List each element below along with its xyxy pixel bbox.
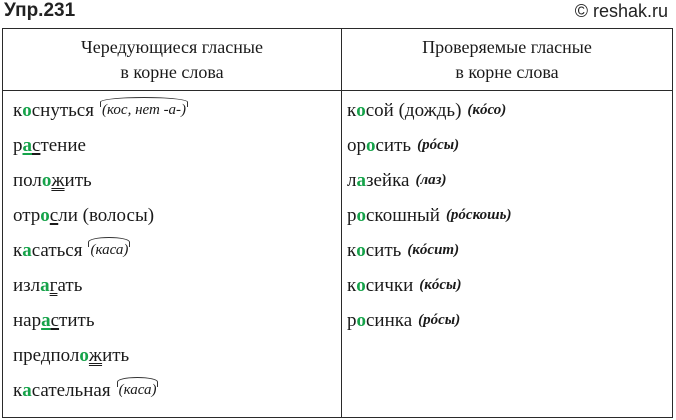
left-word xyxy=(13,100,94,122)
right-word xyxy=(347,205,440,227)
word-part: р xyxy=(347,204,357,226)
left-word-row xyxy=(13,128,338,163)
vowels-table xyxy=(2,28,673,418)
word-part: сательная xyxy=(31,379,111,401)
word-part: о xyxy=(22,99,32,121)
left-word xyxy=(13,345,129,367)
word-part: а xyxy=(40,274,50,296)
left-word-row xyxy=(13,233,338,268)
left-word-row xyxy=(13,303,338,338)
left-word-row xyxy=(13,268,338,303)
word-part: а xyxy=(41,309,51,331)
word-part: к xyxy=(347,239,357,261)
source-copyright: © reshak.ru xyxy=(574,1,668,21)
word-part: ор xyxy=(347,134,366,156)
word-part: о xyxy=(356,274,366,296)
right-word-row xyxy=(347,198,667,233)
word-part: тить xyxy=(59,309,95,331)
left-word-row xyxy=(13,198,338,233)
left-word-row xyxy=(13,93,338,128)
right-word xyxy=(347,240,401,262)
word-part: снуться xyxy=(31,99,94,121)
left-word xyxy=(13,380,111,402)
root-arc-note: (каса) xyxy=(118,382,157,398)
left-header-line-1: Чередующиеся гласные xyxy=(81,37,263,57)
right-column-header xyxy=(342,29,672,91)
word-part: к xyxy=(13,99,23,121)
left-word-row xyxy=(13,338,338,373)
right-word-row xyxy=(347,233,667,268)
word-part: ить xyxy=(64,169,92,191)
word-part: к xyxy=(347,99,357,121)
word-part: о xyxy=(366,134,376,156)
right-word-check-note: (рóсы) xyxy=(417,137,460,153)
right-word xyxy=(347,275,413,297)
word-part: сить xyxy=(375,134,412,156)
left-column-header xyxy=(3,29,341,91)
word-part: сой (дождь) xyxy=(365,99,462,121)
right-word-check-note: (лаз) xyxy=(415,172,447,188)
word-part: о xyxy=(356,99,366,121)
right-word-check-note: (рóсы) xyxy=(418,312,461,328)
right-word-row xyxy=(347,268,667,303)
left-word xyxy=(13,205,154,227)
word-part: с xyxy=(49,204,59,226)
right-word-row xyxy=(347,93,667,128)
right-word xyxy=(347,100,461,122)
word-part: к xyxy=(13,379,23,401)
right-word-check-note: (кóсит) xyxy=(407,242,460,258)
left-word xyxy=(13,310,95,332)
left-word xyxy=(13,240,82,262)
word-part: а xyxy=(22,134,32,156)
right-word xyxy=(347,310,412,332)
word-part: к xyxy=(347,274,357,296)
word-part: ить xyxy=(102,344,130,366)
word-part: сички xyxy=(365,274,414,296)
left-word xyxy=(13,275,82,297)
word-part: предпол xyxy=(13,344,80,366)
word-part: с xyxy=(50,309,60,331)
right-header-line-2: в корне слова xyxy=(455,62,559,82)
word-part: скошный xyxy=(366,204,440,226)
word-part: о xyxy=(356,204,366,226)
word-part: нар xyxy=(13,309,42,331)
right-header-line-1: Проверяемые гласные xyxy=(422,37,592,57)
word-part: тение xyxy=(40,134,86,156)
right-word-check-note: (кóсы) xyxy=(419,277,462,293)
word-part: о xyxy=(41,169,52,191)
left-word-check-note xyxy=(88,242,130,259)
word-part: синка xyxy=(366,309,413,331)
alternating-vowels-list xyxy=(13,93,338,408)
right-word-row xyxy=(347,163,667,198)
right-word-check-note: (рóскошь) xyxy=(445,207,512,223)
word-part: отр xyxy=(13,204,41,226)
right-word-row xyxy=(347,128,667,163)
right-word xyxy=(347,170,409,192)
right-word-check-note: (кóсо) xyxy=(467,102,507,118)
word-part: а xyxy=(356,169,366,191)
left-word-row xyxy=(13,373,338,408)
exercise-number: Упр.231 xyxy=(4,0,76,21)
root-arc-note: (кос, нет -а-) xyxy=(101,102,187,118)
word-part: зейка xyxy=(365,169,410,191)
word-part: изл xyxy=(13,274,41,296)
word-part: г xyxy=(49,274,58,296)
word-part: ли (волосы) xyxy=(58,204,155,226)
word-part: саться xyxy=(31,239,83,261)
word-part: ж xyxy=(51,169,65,191)
word-part: о xyxy=(40,204,50,226)
word-part: о xyxy=(356,309,366,331)
word-part: л xyxy=(347,169,357,191)
word-part: р xyxy=(13,134,23,156)
word-part: к xyxy=(13,239,23,261)
left-word-row xyxy=(13,163,338,198)
left-word-check-note xyxy=(117,382,159,399)
checkable-vowels-list xyxy=(347,93,667,338)
word-part: а xyxy=(22,379,32,401)
word-part: сить xyxy=(365,239,402,261)
word-part: ать xyxy=(57,274,83,296)
left-word-check-note xyxy=(100,102,188,119)
root-arc-note: (каса) xyxy=(90,242,129,258)
word-part: пол xyxy=(13,169,42,191)
word-part: о xyxy=(356,239,366,261)
right-word-row xyxy=(347,303,667,338)
word-part: о xyxy=(79,344,89,366)
word-part: с xyxy=(32,134,41,156)
word-part: а xyxy=(22,239,32,261)
word-part: ж xyxy=(88,344,103,366)
left-word xyxy=(13,135,86,157)
word-part: р xyxy=(347,309,357,331)
left-header-line-2: в корне слова xyxy=(120,62,224,82)
left-word xyxy=(13,170,92,192)
right-word xyxy=(347,135,411,157)
